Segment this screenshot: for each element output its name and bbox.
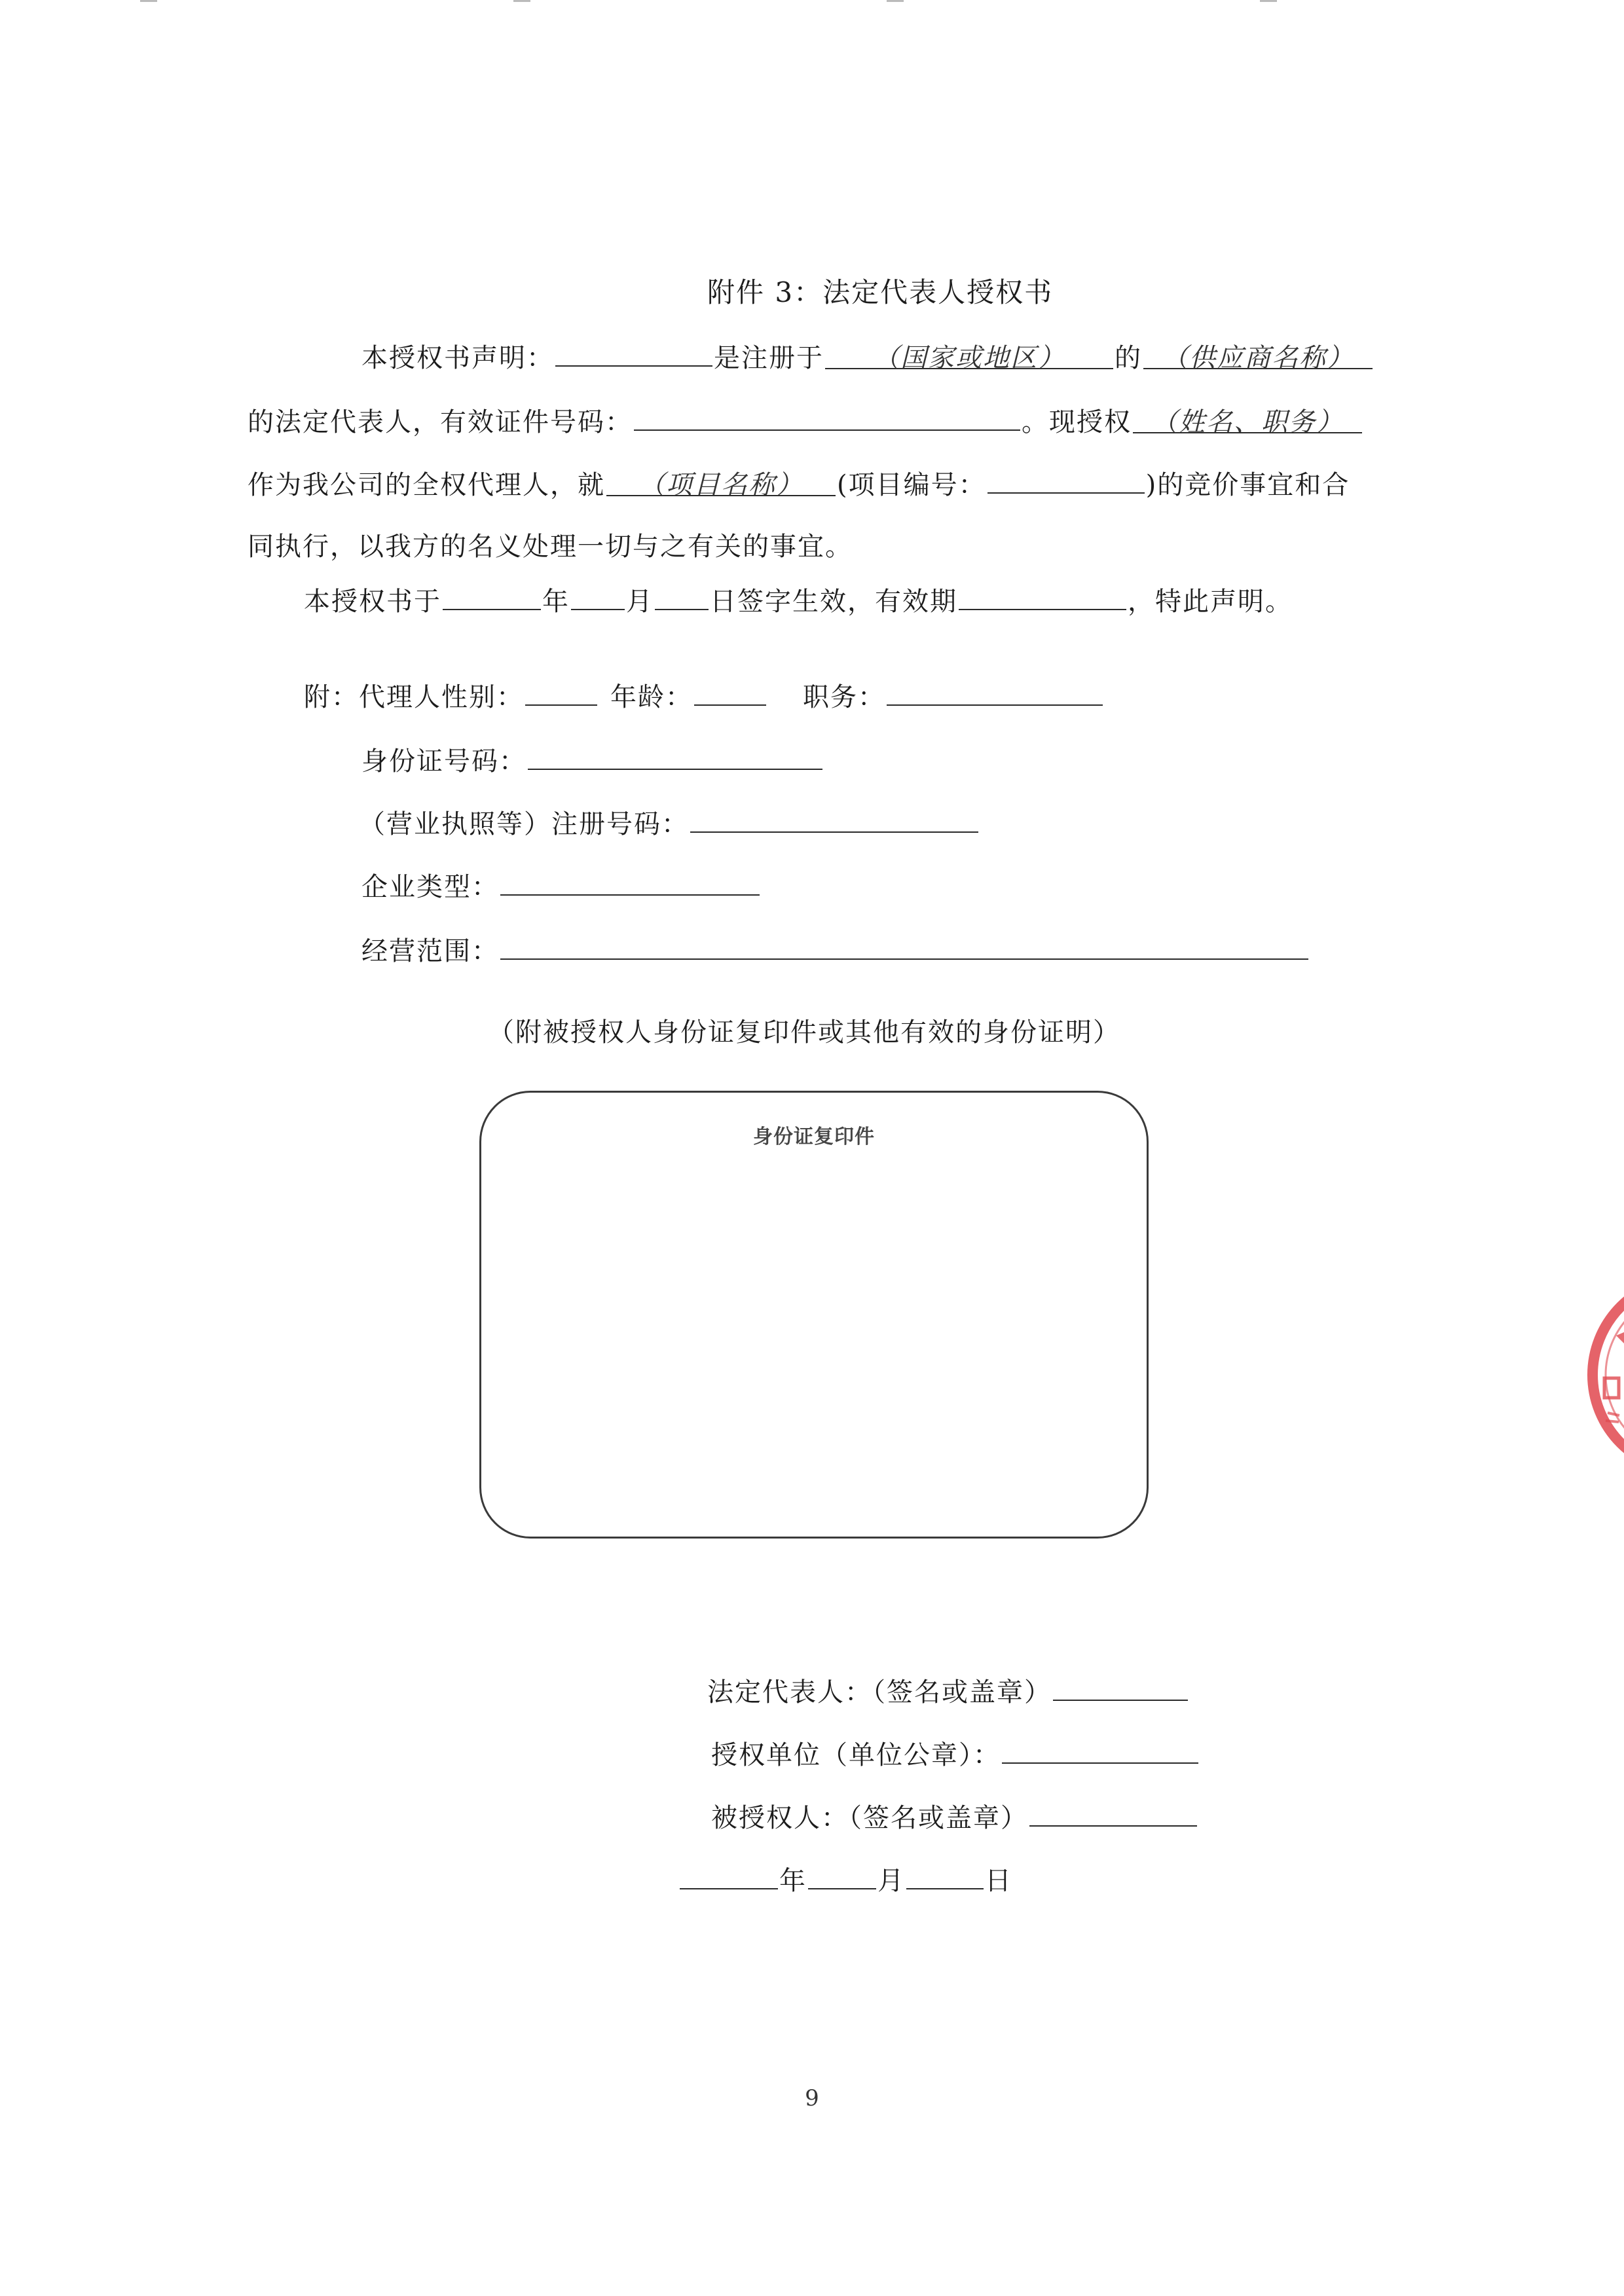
age-field[interactable] [694, 672, 766, 706]
signature-day-field[interactable] [906, 1855, 984, 1889]
unit-seal-line: 授权单位（单位公章）： [711, 1730, 1200, 1776]
statement-line-5: 本授权书于 年 月 日签字生效，有效期 ，特此声明。 [304, 576, 1293, 622]
enterprise-type-line: 企业类型： [361, 862, 761, 907]
page-number: 9 [805, 2085, 819, 2111]
project-name-field[interactable]: （项目名称） [606, 462, 836, 496]
legal-rep-signature-line: 法定代表人：（签名或盖章） [707, 1667, 1189, 1713]
country-field[interactable]: （国家或地区） [825, 335, 1113, 369]
supplier-name-field[interactable]: （供应商名称） [1143, 335, 1373, 369]
signature-date-line: 年 月 日 [678, 1855, 1012, 1901]
sign-month-field[interactable] [571, 576, 625, 610]
id-copy-note: （附被授权人身份证复印件或其他有效的身份证明） [488, 1017, 1120, 1048]
scan-mark [1260, 0, 1277, 2]
legal-rep-signature-field[interactable] [1053, 1667, 1188, 1701]
signature-year-field[interactable] [680, 1855, 778, 1889]
project-number-field[interactable] [987, 460, 1145, 494]
signature-month-field[interactable] [808, 1855, 876, 1889]
scan-mark [513, 0, 530, 2]
unit-seal-field[interactable] [1002, 1730, 1198, 1764]
authorized-signature-field[interactable] [1029, 1793, 1197, 1827]
gender-field[interactable] [525, 672, 597, 706]
id-copy-caption: 身份证复印件 [753, 1125, 875, 1148]
registration-number-field[interactable] [690, 799, 978, 833]
statement-line-4: 同执行，以我方的名义处理一切与之有关的事宜。 [248, 532, 853, 562]
agent-info-line: 附：代理人性别： 年龄： 职务： [304, 672, 1104, 718]
statement-label: 本授权书声明： [361, 343, 554, 373]
sign-year-field[interactable] [443, 576, 541, 610]
document-title: 附件 3：法定代表人授权书 [707, 276, 1054, 308]
company-seal-icon [1526, 1244, 1624, 1506]
agent-name-position-field[interactable]: （姓名、职务） [1133, 399, 1362, 433]
sign-day-field[interactable] [655, 576, 709, 610]
authorized-signature-line: 被授权人：（签名或盖章） [711, 1793, 1198, 1838]
registration-line: （营业执照等）注册号码： [359, 799, 980, 845]
id-number-field[interactable] [634, 397, 1020, 431]
position-field[interactable] [887, 672, 1103, 706]
scan-mark [140, 0, 157, 2]
id-copy-box[interactable] [479, 1091, 1149, 1539]
statement-line-3: 作为我公司的全权代理人，就 （项目名称） (项目编号： )的竞价事宜和合 [248, 460, 1350, 505]
statement-line-1: 本授权书声明： 是注册于 （国家或地区） 的 （供应商名称） [361, 333, 1374, 378]
enterprise-type-field[interactable] [500, 862, 760, 896]
validity-field[interactable] [959, 576, 1126, 610]
scan-mark [887, 0, 904, 2]
legal-rep-name-field[interactable] [555, 333, 712, 367]
statement-line-2: 的法定代表人，有效证件号码： 。现授权 （姓名、职务） [248, 397, 1363, 443]
business-scope-field[interactable] [500, 926, 1308, 960]
id-number-line: 身份证号码： [361, 736, 824, 782]
agent-id-number-field[interactable] [528, 736, 822, 770]
business-scope-line: 经营范围： [361, 926, 1310, 972]
